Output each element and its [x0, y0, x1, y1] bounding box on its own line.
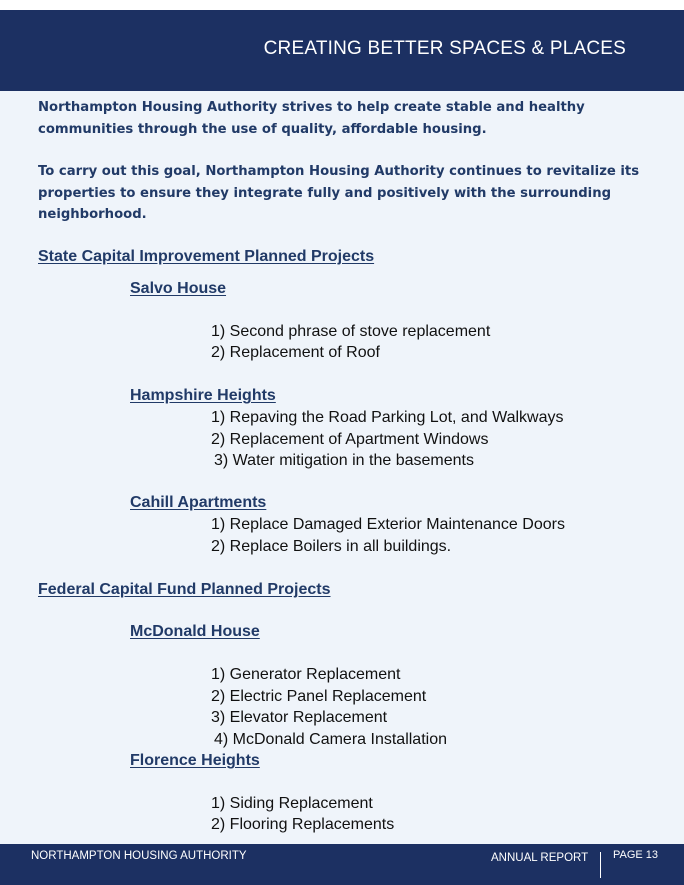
- mcdonald-house-title: McDonald House: [130, 623, 260, 640]
- cahill-apartments-title: Cahill Apartments: [130, 494, 267, 511]
- header-banner: [0, 10, 684, 91]
- list-item: 2) Replace Boilers in all buildings.: [211, 538, 452, 555]
- top-strip: [0, 0, 684, 10]
- page-title: CREATING BETTER SPACES & PLACES: [263, 38, 626, 59]
- footer-bar: [0, 844, 684, 885]
- intro-paragraph-2: To carry out this goal, Northampton Housing Authority continues to revitalize its properties to ensure they integrate fully and positively with the surrounding neighborhood.: [38, 164, 640, 222]
- list-item: 1) Siding Replacement: [211, 795, 373, 812]
- list-item: 3) Elevator Replacement: [211, 709, 388, 726]
- list-item: 1) Replace Damaged Exterior Maintenance Doors: [211, 516, 565, 533]
- hampshire-heights-title: Hampshire Heights: [130, 387, 276, 404]
- state-section-title: State Capital Improvement Planned Projects: [38, 248, 375, 265]
- list-item: 1) Repaving the Road Parking Lot, and Walkways: [211, 409, 564, 426]
- list-item: 2) Flooring Replacements: [211, 816, 395, 833]
- list-item: 3) Water mitigation in the basements: [214, 452, 474, 469]
- intro-paragraph-1: Northampton Housing Authority strives to help create stable and healthy communities through the use of quality, affordable housing.: [38, 100, 585, 137]
- list-item: 2) Electric Panel Replacement: [211, 688, 427, 705]
- salvo-house-title: Salvo House: [130, 280, 227, 297]
- footer-divider: [600, 852, 601, 878]
- page-number: PAGE 13: [613, 849, 659, 861]
- list-item: 4) McDonald Camera Installation: [214, 731, 447, 748]
- list-item: 1) Generator Replacement: [211, 666, 401, 683]
- list-item: 1) Second phrase of stove replacement: [211, 323, 491, 340]
- footer-org-name: NORTHAMPTON HOUSING AUTHORITY: [31, 850, 247, 862]
- federal-section-title: Federal Capital Fund Planned Projects: [38, 581, 331, 598]
- list-item: 2) Replacement of Roof: [211, 344, 380, 361]
- footer-report-label: ANNUAL REPORT: [491, 852, 589, 864]
- florence-heights-title: Florence Heights: [130, 752, 260, 769]
- list-item: 2) Replacement of Apartment Windows: [211, 431, 489, 448]
